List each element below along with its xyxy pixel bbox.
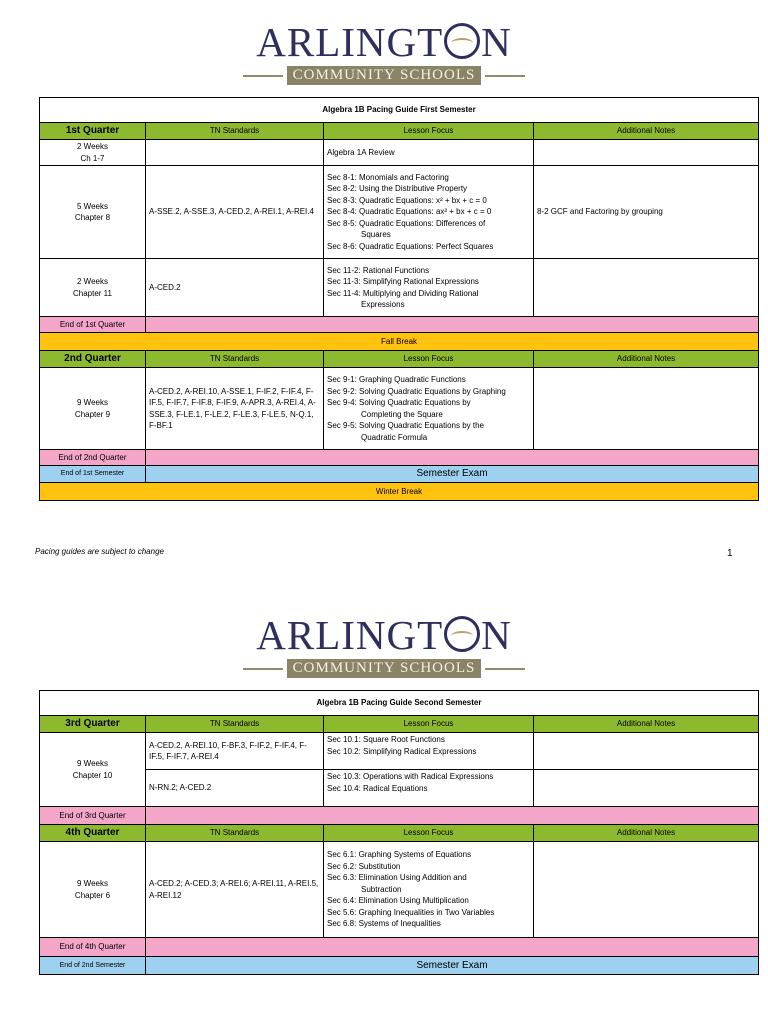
tn-standards-header: TN Standards (146, 716, 324, 733)
tn-standards-header: TN Standards (146, 123, 324, 140)
lesson-focus-header: Lesson Focus (324, 716, 534, 733)
standards-cell: A-CED.2, A-REI.10, F-BF.3, F-IF.2, F-IF.4, F-IF.5, F-IF.7, A-REI.4 (146, 733, 324, 770)
quarter-header: 2nd Quarter (40, 351, 146, 368)
semester-exam-label: Semester Exam (146, 957, 759, 975)
page-number: 1 (727, 548, 733, 559)
notes-cell: 8-2 GCF and Factoring by grouping (534, 166, 759, 259)
lesson-focus-header: Lesson Focus (324, 825, 534, 842)
focus-line: Sec 6.8: Systems of Inequalities (327, 919, 441, 929)
focus-cell (324, 842, 534, 938)
footer-note: Pacing guides are subject to change (35, 547, 164, 556)
standards-cell: A-SSE.2, A-SSE.3, A-CED.2, A-REI.1, A-REI.4 (146, 166, 324, 259)
logo-subtitle: COMMUNITY SCHOOLS (287, 659, 482, 678)
weeks-label: 9 Weeks (77, 759, 108, 768)
focus-line: Sec 10.2: Simplifying Radical Expressions (327, 746, 477, 756)
standards-cell (146, 140, 324, 166)
focus-line: Sec 11-3: Simplifying Rational Expressions (327, 277, 479, 286)
first-semester-table (39, 97, 759, 501)
quarter-header: 4th Quarter (40, 825, 146, 842)
focus-line: Sec 9-1: Graphing Quadratic Functions (327, 375, 466, 384)
additional-notes-header: Additional Notes (534, 825, 759, 842)
table-row (40, 166, 759, 259)
notes-cell (534, 259, 759, 317)
chapter-label: Chapter 10 (72, 770, 113, 780)
logo-wordmark: ARLINGT N (256, 612, 512, 658)
focus-line: Sec 8-4: Quadratic Equations: ax² + bx + c = 0 (327, 207, 492, 217)
semester-exam-label: Semester Exam (146, 466, 759, 483)
end-of-semester-label: End of 2nd Semester (40, 957, 146, 975)
chapter-label: Chapter 9 (74, 409, 111, 419)
district-logo (0, 613, 768, 678)
notes-cell (534, 733, 759, 770)
notes-cell (534, 368, 759, 450)
weeks-label: 2 Weeks (77, 142, 108, 151)
focus-line: Sec 6.2: Substitution (327, 861, 401, 871)
standards-cell: N-RN.2; A-CED.2 (146, 770, 324, 807)
focus-line: Sec 11-2: Rational Functions (327, 265, 430, 275)
lesson-focus-header: Lesson Focus (324, 351, 534, 368)
globe-icon (444, 23, 480, 59)
weeks-label: 5 Weeks (77, 201, 108, 211)
end-of-quarter-label: End of 1st Quarter (40, 317, 146, 333)
chapter-label: Chapter 8 (74, 213, 111, 222)
end-of-quarter-label: End of 2nd Quarter (40, 450, 146, 466)
focus-line: Sec 10.3: Operations with Radical Expressions (327, 772, 494, 781)
lesson-focus-header: Lesson Focus (324, 123, 534, 140)
logo-subtitle: COMMUNITY SCHOOLS (287, 66, 482, 85)
tn-standards-header: TN Standards (146, 351, 324, 368)
focus-line: Subtraction (361, 884, 402, 894)
focus-line: Expressions (361, 300, 405, 309)
table-row (40, 259, 759, 317)
standards-cell: A-CED.2, A-REI.10, A-SSE.1, F-IF.2, F-IF.4, F-IF.5, F-IF.7, F-IF.8, F-IF.9, A-APR.3, A-REI.4, A-SSE.3, F-LE.1, F-LE.2, F-LE.3, F-LE.5, N-Q.1, F-BF.1 (146, 368, 324, 450)
second-semester-table (39, 690, 759, 975)
table-row (40, 770, 759, 807)
fall-break-banner: Fall Break (40, 333, 759, 351)
focus-line: Sec 10.1: Square Root Functions (327, 735, 445, 744)
focus-line: Sec 10.4: Radical Equations (327, 783, 428, 793)
end-of-quarter-label: End of 3rd Quarter (40, 807, 146, 825)
winter-break-banner: Winter Break (40, 483, 759, 501)
logo-wordmark: ARLINGT N (256, 19, 512, 65)
notes-cell (534, 842, 759, 938)
table-title: Algebra 1B Pacing Guide First Semester (40, 98, 759, 123)
quarter-header: 1st Quarter (40, 123, 146, 140)
focus-line: Sec 8-2: Using the Distributive Property (327, 184, 468, 194)
focus-cell (324, 259, 534, 317)
tn-standards-header: TN Standards (146, 825, 324, 842)
globe-icon (444, 616, 480, 652)
focus-line: Sec 8-6: Quadratic Equations: Perfect Squares (327, 241, 494, 251)
focus-line: Quadratic Formula (361, 432, 428, 442)
end-of-quarter-label: End of 4th Quarter (40, 938, 146, 957)
additional-notes-header: Additional Notes (534, 123, 759, 140)
weeks-label: 9 Weeks (77, 398, 108, 407)
focus-line: Sec 8-1: Monomials and Factoring (327, 172, 449, 182)
focus-line: Sec 9-2: Solving Quadratic Equations by Graphing (327, 386, 506, 396)
quarter-header: 3rd Quarter (40, 716, 146, 733)
table-row (40, 140, 759, 166)
notes-cell (534, 770, 759, 807)
table-row (40, 842, 759, 938)
focus-cell (324, 368, 534, 450)
table-title: Algebra 1B Pacing Guide Second Semester (40, 691, 759, 716)
district-logo (0, 20, 768, 85)
focus-cell: Algebra 1A Review (324, 140, 534, 166)
chapter-label: Ch 1-7 (80, 153, 105, 163)
focus-line: Sec 9-4: Solving Quadratic Equations by (327, 398, 471, 407)
focus-cell (324, 770, 534, 807)
focus-line: Completing the Square (361, 409, 443, 419)
focus-line: Sec 6.3: Elimination Using Addition and (327, 873, 467, 883)
weeks-label: 2 Weeks (77, 277, 108, 286)
focus-cell (324, 166, 534, 259)
standards-cell: A-CED.2 (146, 259, 324, 317)
additional-notes-header: Additional Notes (534, 351, 759, 368)
focus-line: Sec 6.4: Elimination Using Multiplication (327, 896, 469, 906)
table-row (40, 368, 759, 450)
focus-line: Sec 11-4: Multiplying and Dividing Rational (327, 288, 479, 298)
focus-line: Sec 8-3: Quadratic Equations: x² + bx + c = 0 (327, 195, 487, 205)
focus-line: Sec 8-5: Quadratic Equations: Differences of (327, 218, 486, 228)
focus-line: Squares (361, 230, 391, 240)
focus-cell (324, 733, 534, 770)
standards-cell: A-CED.2; A-CED.3; A-REI.6; A-REI.11, A-REI.5, A-REI.12 (146, 842, 324, 938)
chapter-label: Chapter 6 (74, 890, 111, 900)
notes-cell (534, 140, 759, 166)
weeks-label: 9 Weeks (77, 879, 108, 888)
focus-line: Sec 6.1: Graphing Systems of Equations (327, 850, 472, 860)
focus-line: Sec 9-5: Solving Quadratic Equations by the (327, 421, 484, 430)
chapter-label: Chapter 11 (73, 288, 112, 298)
additional-notes-header: Additional Notes (534, 716, 759, 733)
end-of-semester-label: End of 1st Semester (40, 466, 146, 483)
focus-line: Sec 5.6: Graphing Inequalities in Two Variables (327, 907, 495, 917)
table-row (40, 733, 759, 770)
